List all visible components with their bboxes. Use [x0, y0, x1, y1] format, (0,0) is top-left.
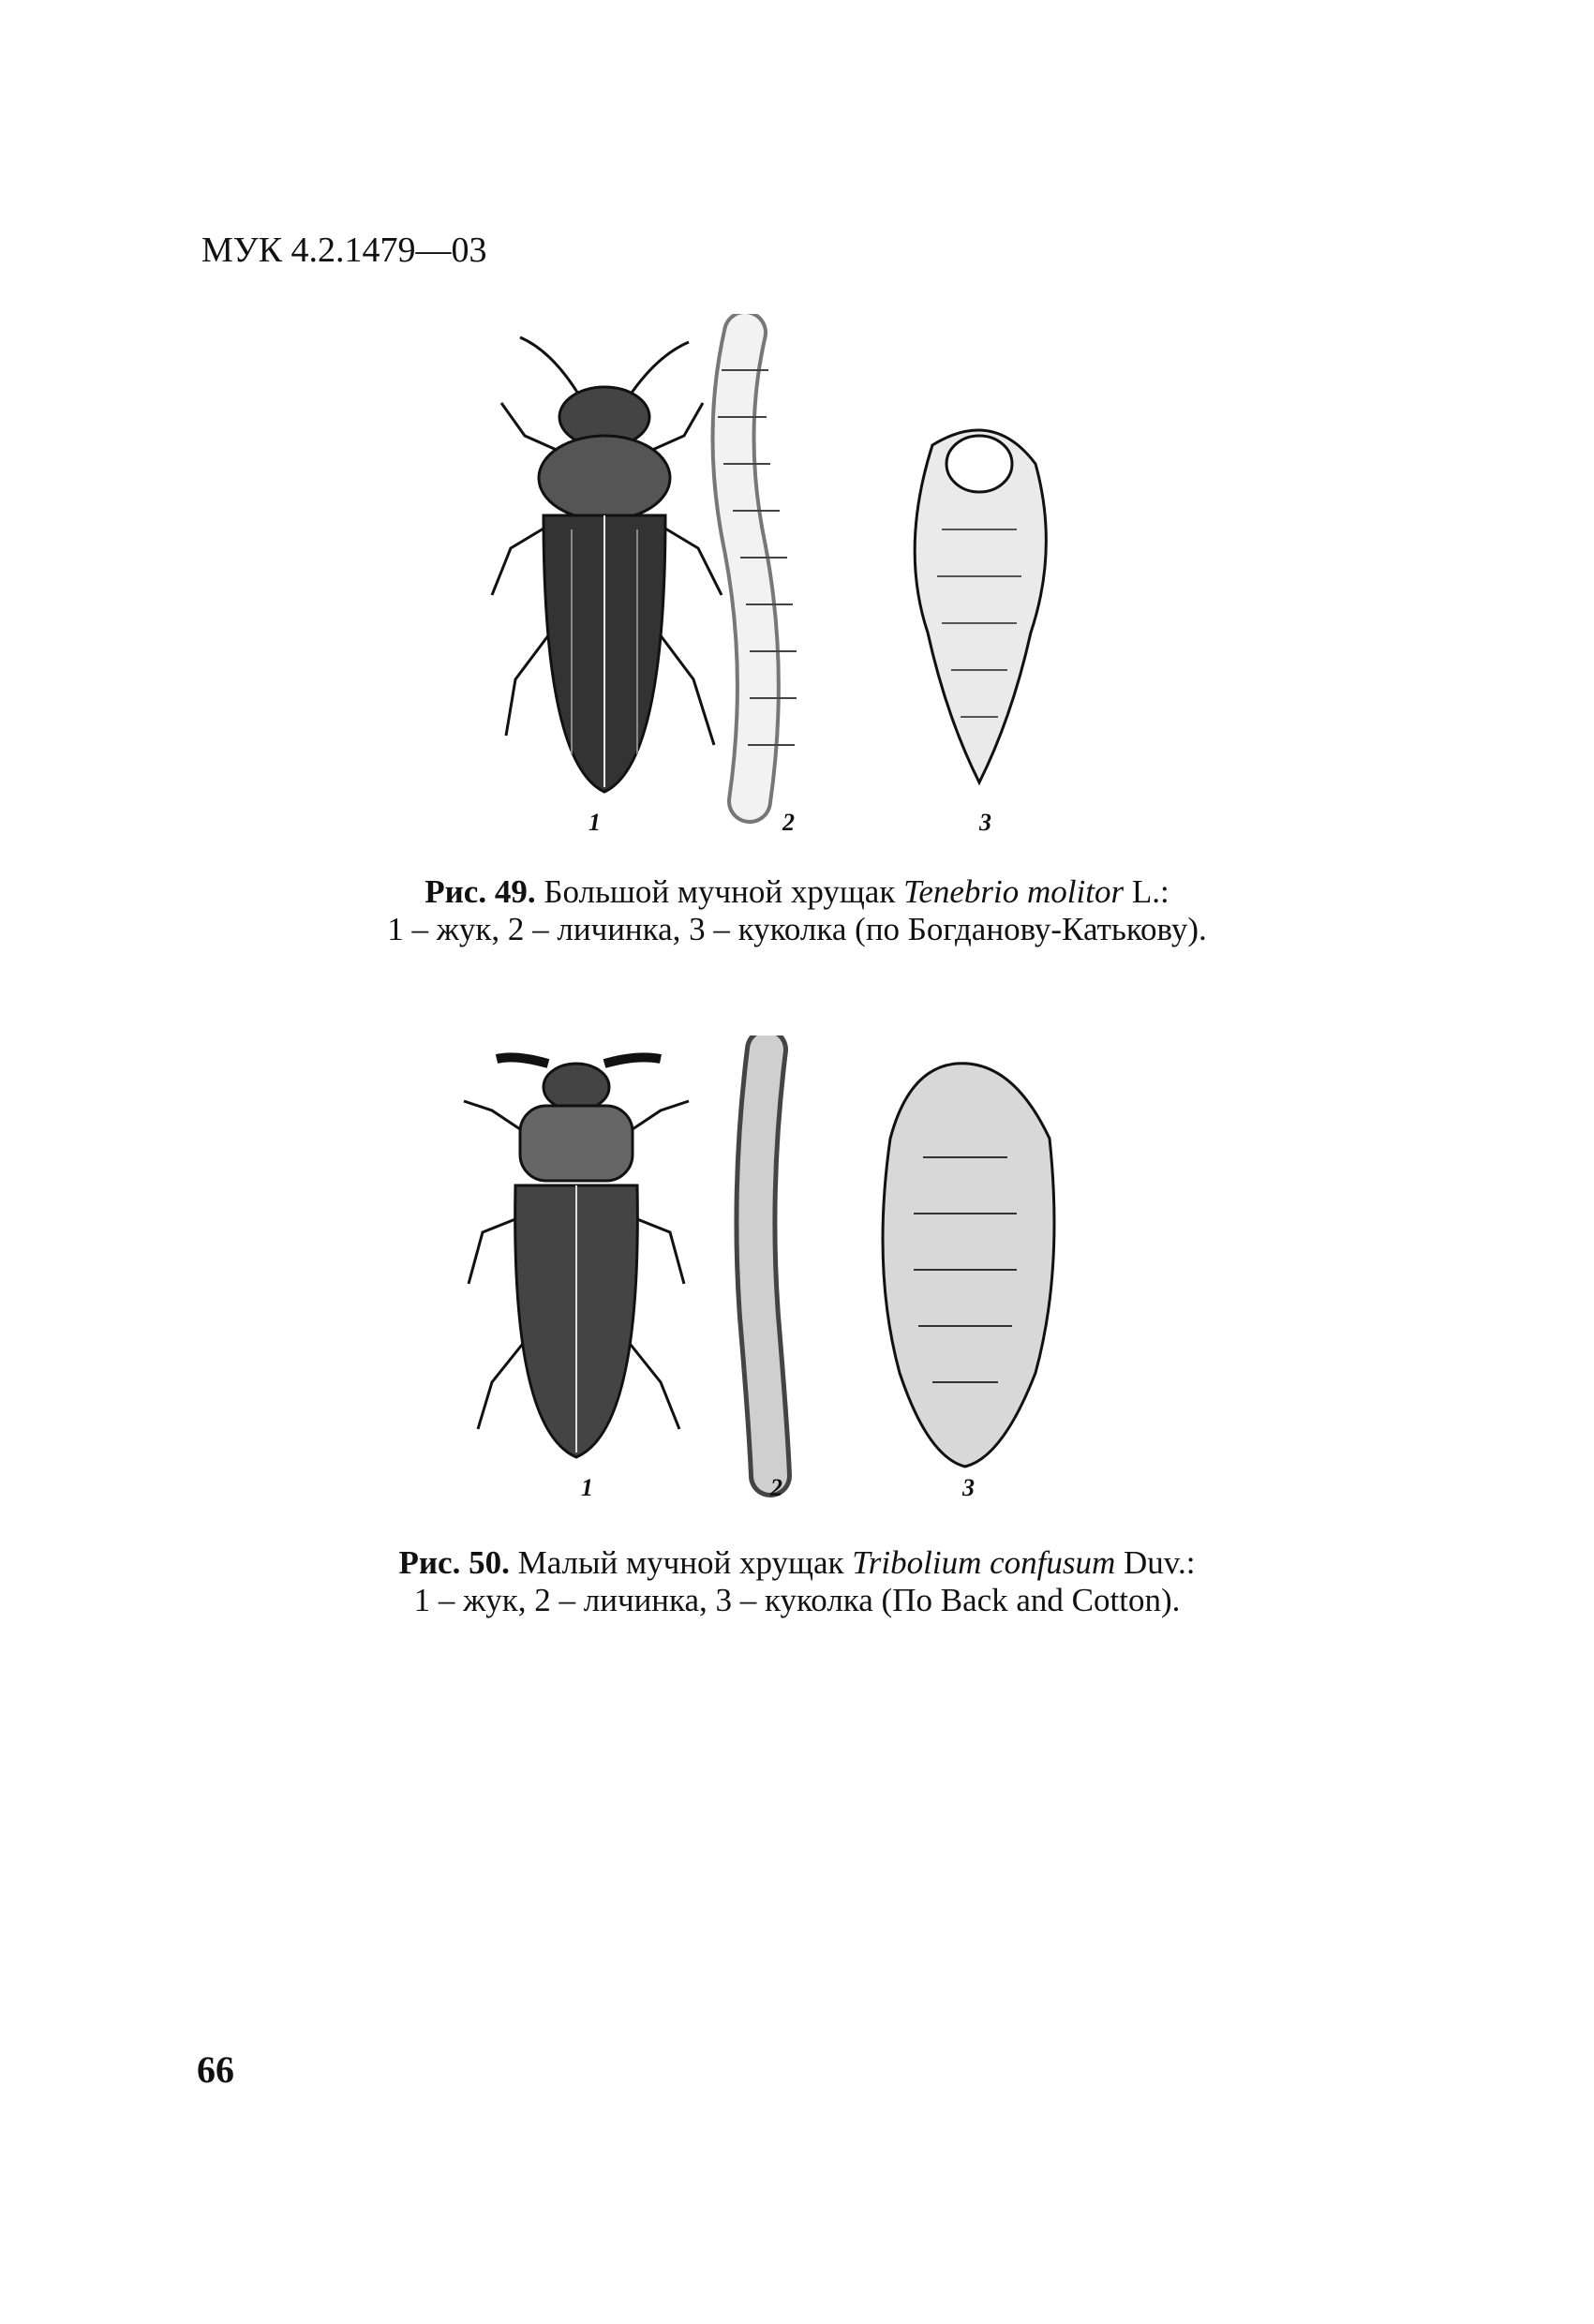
figure-50-title-author: Duv.:: [1115, 1544, 1196, 1581]
panel-number-3: 3: [979, 809, 991, 836]
figure-50-title-line: [0, 1544, 1594, 1582]
figure-49-title-line: [0, 873, 1594, 911]
beetle-adult-illustration: [464, 1057, 689, 1457]
document-code: МУК 4.2.1479—03: [201, 231, 487, 270]
figure-49-title-latin: Tenebrio molitor: [903, 873, 1125, 910]
figure-49-drawing: [469, 314, 1143, 834]
figure-49-title-plain: Большой мучной хрущак: [535, 873, 904, 910]
larva-illustration: [718, 333, 797, 801]
figure-49-legend: 1 – жук, 2 – личинка, 3 – куколка (по Богданову-Катькову).: [387, 911, 1207, 947]
figure-50-title-plain: Малый мучной хрущак: [509, 1544, 853, 1581]
figure-50-legend: 1 – жук, 2 – личинка, 3 – куколка (По Back and Cotton).: [413, 1582, 1181, 1618]
panel-number-1: 1: [588, 809, 601, 836]
figure-50-illustration: [440, 1035, 1153, 1499]
larva-illustration: [755, 1050, 770, 1476]
panel-number-1: 1: [581, 1474, 593, 1501]
figure-50-caption: [0, 1544, 1594, 1619]
figure-50-title-latin: Tribolium confusum: [852, 1544, 1116, 1581]
page-number: 66: [197, 2048, 234, 2091]
figure-49-label: Рис. 49.: [425, 873, 536, 910]
panel-number-2: 2: [770, 1474, 782, 1501]
panel-number-2: 2: [782, 809, 795, 836]
figure-50-drawing: [440, 1035, 1153, 1499]
pupa-illustration: [883, 1064, 1054, 1467]
panel-number-3: 3: [962, 1474, 975, 1501]
figure-49-title-author: L.:: [1124, 873, 1169, 910]
beetle-adult-illustration: [492, 337, 722, 792]
figure-49-illustration: [469, 314, 1143, 834]
figure-50-label: Рис. 50.: [398, 1544, 510, 1581]
pupa-illustration: [915, 430, 1046, 782]
figure-49-caption: [0, 873, 1594, 948]
